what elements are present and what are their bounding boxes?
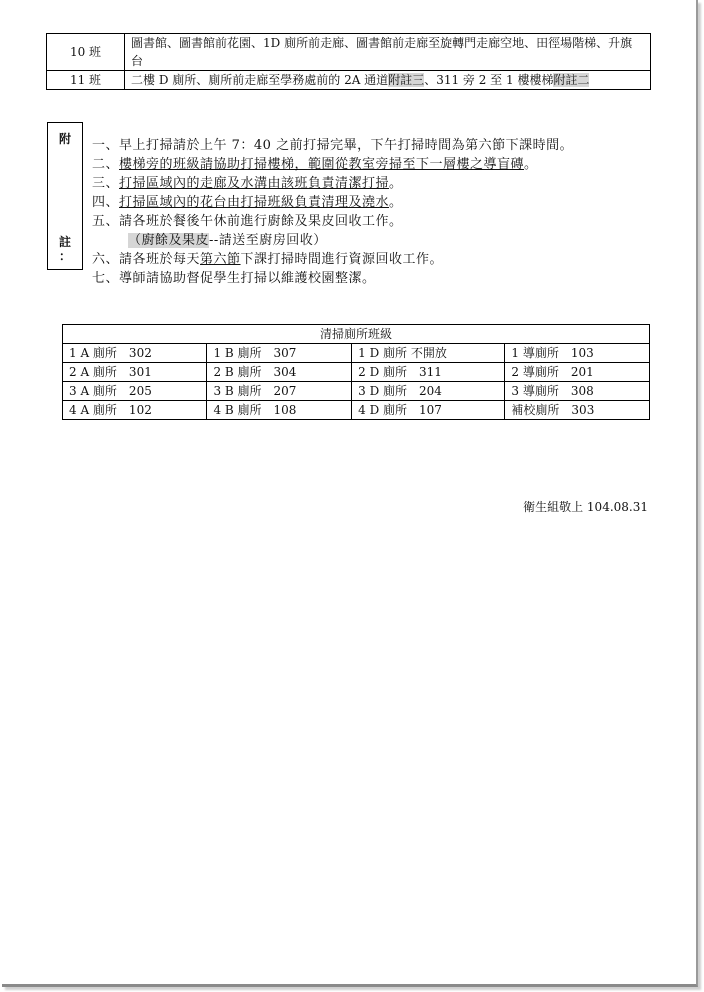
note-punct: 。: [389, 176, 403, 191]
notes-label-top: 附: [58, 132, 71, 146]
note-reference: 附註三: [388, 73, 425, 87]
cleaning-area-table: [46, 33, 651, 90]
table-cell: 4 A 廁所 102: [63, 401, 207, 420]
toilet-cleaning-table: [62, 324, 650, 420]
table-cell: 2 D 廁所 311: [352, 363, 505, 382]
note-item-5-sub: [92, 231, 573, 250]
note-text: 下課打掃時間進行資源回收工作。: [240, 252, 444, 267]
table-row: [63, 401, 650, 420]
note-item-5: 五、請各班於餐後午休前進行廚餘及果皮回收工作。: [92, 214, 403, 229]
document-page: [2, 0, 698, 987]
table-cell: 2 B 廁所 304: [207, 363, 352, 382]
class-cell: 10 班: [47, 34, 125, 71]
note-punct: 。: [524, 157, 538, 172]
table-cell: 1 B 廁所 307: [207, 344, 352, 363]
table-header-row: [63, 325, 650, 344]
table-row: [63, 363, 650, 382]
notes-label-bottom: 註: [58, 235, 71, 249]
note-highlight: （廚餘及果皮: [128, 233, 210, 248]
table-cell: 3 D 廁所 204: [352, 382, 505, 401]
note-item-2: [92, 155, 573, 174]
note-number: 四、: [92, 195, 120, 210]
note-text: 樓梯旁的班級請協助打掃樓梯，範圍從教室旁掃至下一層樓之導盲磚: [119, 157, 525, 172]
note-number: 三、: [92, 176, 120, 191]
area-cell: [125, 71, 651, 90]
note-punct: 。: [389, 195, 403, 210]
table-row: [63, 344, 650, 363]
table-row: [63, 382, 650, 401]
table-row: [47, 71, 651, 90]
table-cell: 1 A 廁所 302: [63, 344, 207, 363]
note-item-1: 一、早上打掃請於上午 7：40 之前打掃完畢，下午打掃時間為第六節下課時間。: [92, 138, 574, 153]
table-cell: 1 導廁所 103: [505, 344, 650, 363]
table-cell: 4 D 廁所 107: [352, 401, 505, 420]
table-header: 清掃廁所班級: [63, 325, 650, 344]
table-cell: 2 A 廁所 301: [63, 363, 207, 382]
table-cell: 3 A 廁所 205: [63, 382, 207, 401]
signature-line: 衛生組敬上 104.08.31: [523, 500, 648, 514]
note-underlined: 第六節: [200, 252, 241, 267]
note-item-3: [92, 174, 573, 193]
note-item-6: [92, 250, 573, 269]
table-cell: 4 B 廁所 108: [207, 401, 352, 420]
table-row: [47, 34, 651, 71]
table-cell: 補校廁所 303: [505, 401, 650, 420]
table-cell: 3 B 廁所 207: [207, 382, 352, 401]
class-cell: 11 班: [47, 71, 125, 90]
table-cell: 1 D 廁所 不開放: [352, 344, 505, 363]
note-reference: 附註二: [553, 73, 590, 87]
note-item-4: [92, 193, 573, 212]
table-cell: 2 導廁所 201: [505, 363, 650, 382]
note-item-7: 七、導師請協助督促學生打掃以維護校園整潔。: [92, 271, 376, 286]
note-text: 打掃區域內的花台由打掃班級負責清理及澆水: [119, 195, 390, 210]
notes-list: [92, 136, 573, 288]
area-text: 二樓 D 廁所、廁所前走廊至學務處前的 2A 通道: [131, 73, 389, 87]
area-text: 、311 旁 2 至 1 樓樓梯: [424, 73, 554, 87]
area-cell: 圖書館、圖書館前花園、1D 廁所前走廊、圖書館前走廊至旋轉門走廊空地、田徑場階梯、升旗台: [125, 34, 651, 71]
notes-label-box: [47, 122, 83, 270]
note-text: --請送至廚房回收）: [209, 233, 327, 248]
note-number: 二、: [92, 157, 120, 172]
notes-label-colon: ：: [58, 249, 71, 263]
note-text: 六、請各班於每天: [92, 252, 201, 267]
table-cell: 3 導廁所 308: [505, 382, 650, 401]
note-text: 打掃區域內的走廊及水溝由該班負責清潔打掃: [119, 176, 390, 191]
